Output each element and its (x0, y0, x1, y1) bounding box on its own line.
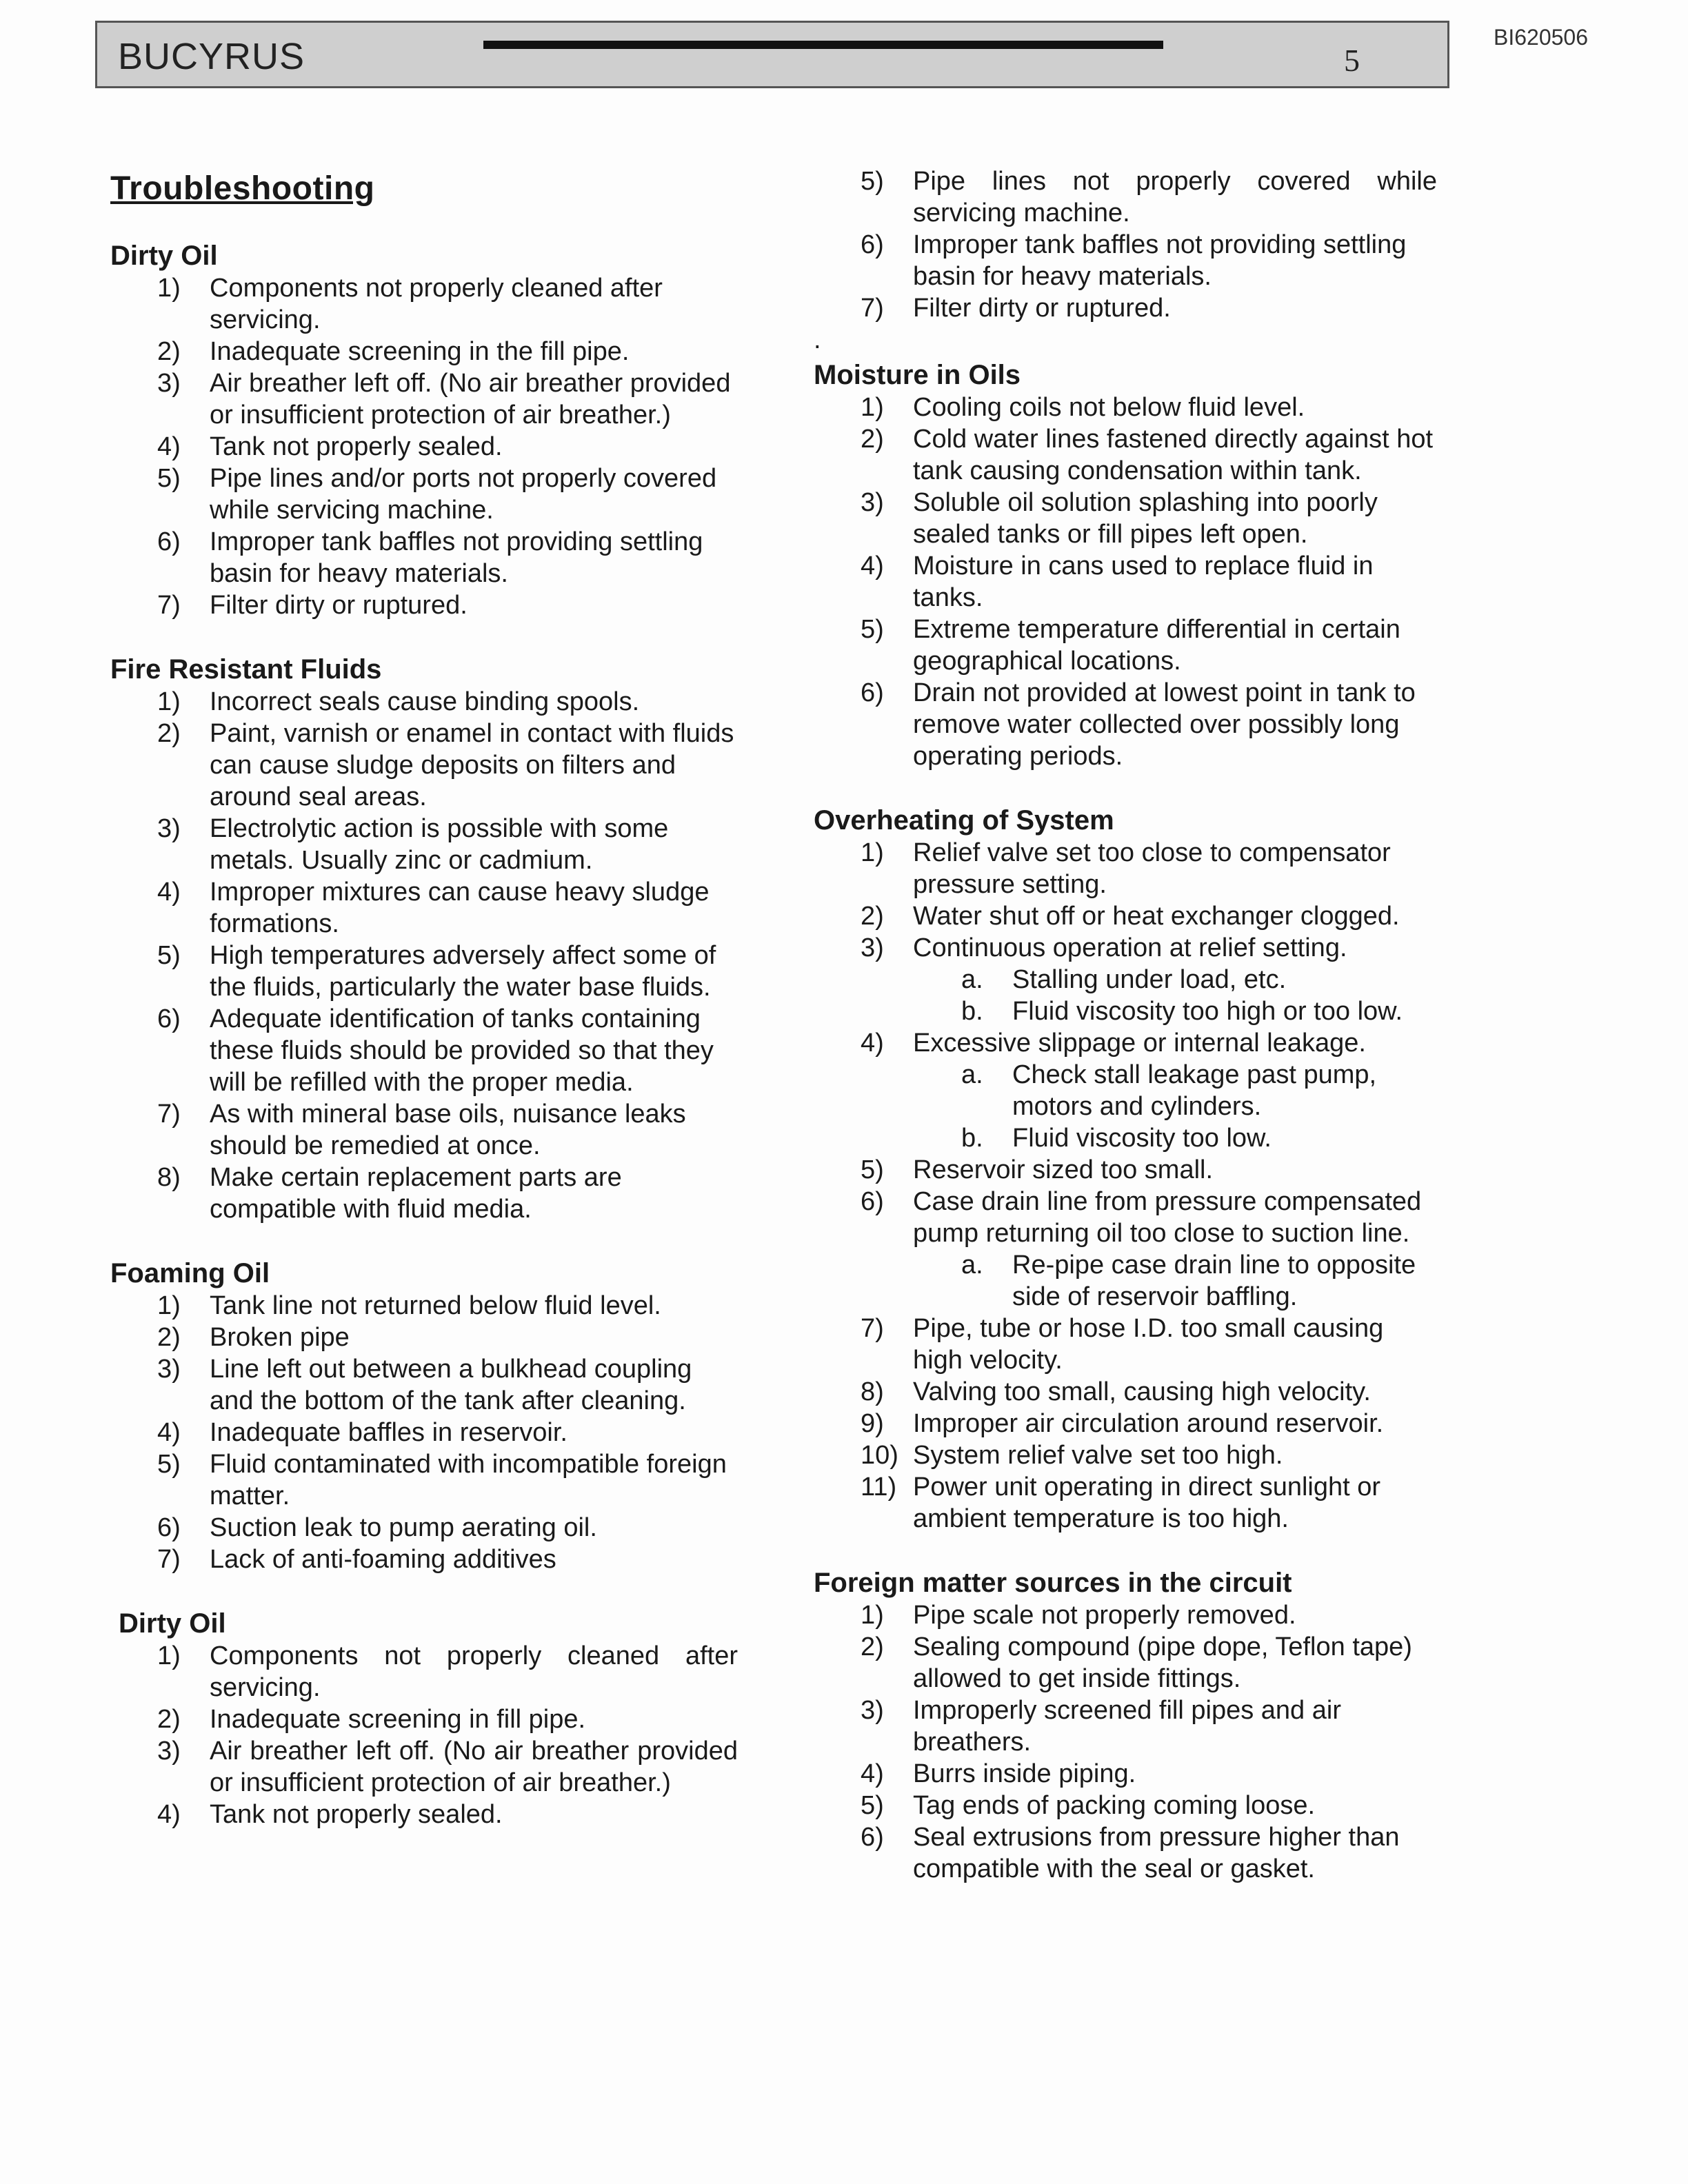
item-text: Pipe lines not properly covered while servicing machine. (913, 167, 1437, 228)
list-item (814, 1408, 1437, 1439)
page-number: 5 (1344, 43, 1360, 78)
list-item (110, 1448, 738, 1512)
item-number: 2) (157, 1323, 181, 1352)
list-item (814, 1439, 1437, 1471)
list-item (110, 463, 738, 526)
item-text: Inadequate screening in fill pipe. (210, 1705, 586, 1734)
item-text: Line left out between a bulkhead coupling and the bottom of the tank after cleaning. (210, 1355, 692, 1415)
header-rule (483, 41, 1163, 49)
list-item (110, 1640, 738, 1703)
brand-name: BUCYRUS (118, 36, 305, 77)
item-number: 3) (157, 1737, 181, 1766)
list-item (814, 392, 1437, 423)
item-number: 5) (157, 941, 181, 970)
document-code: BI620506 (1494, 25, 1589, 50)
item-number: 2) (157, 1705, 181, 1734)
list-item (814, 1599, 1437, 1631)
sub-list-item (814, 995, 1437, 1027)
item-text: Broken pipe (210, 1323, 350, 1352)
item-number: 7) (157, 1545, 181, 1574)
item-number: 4) (861, 1029, 884, 1058)
list-item (110, 1322, 738, 1353)
item-list (110, 1640, 738, 1830)
item-number: 3) (157, 1355, 181, 1384)
item-text: Cold water lines fastened directly against hot tank causing condensation within tank. (913, 425, 1434, 485)
list-item (110, 1098, 738, 1162)
item-number: 3) (861, 1696, 884, 1725)
item-number: 1) (157, 1641, 181, 1670)
item-number: 7) (861, 294, 884, 323)
item-number: 2) (157, 337, 181, 366)
item-number: 2) (861, 1632, 884, 1661)
list-item (814, 900, 1437, 932)
list-item (110, 367, 738, 431)
item-list (814, 392, 1437, 772)
item-number: 6) (157, 1004, 181, 1033)
list-item (110, 336, 738, 367)
list-item (110, 1544, 738, 1575)
item-text: Air breather left off. (No air breather provided or insufficient protection of air breather.) (210, 1737, 738, 1797)
item-number: 3) (157, 814, 181, 843)
section-dirty-oil (110, 239, 738, 621)
sub-list-item (814, 1122, 1437, 1154)
section-foreign-matter-sources (814, 1566, 1437, 1885)
item-text: Continuous operation at relief setting. (913, 933, 1347, 962)
item-text: Tank not properly sealed. (210, 432, 503, 461)
list-item (110, 1735, 738, 1799)
item-text: Tank not properly sealed. (210, 1800, 503, 1829)
item-text: Pipe lines and/or ports not properly covered while servicing machine. (210, 464, 717, 525)
item-text: Paint, varnish or enamel in contact with fluids can cause sludge deposits on filters and around seal areas. (210, 719, 734, 811)
item-text: Improper tank baffles not providing settling basin for heavy materials. (913, 230, 1407, 291)
list-item (814, 1821, 1437, 1885)
item-number: 1) (157, 274, 181, 303)
sub-item-text: Re-pipe case drain line to opposite side of reservoir baffling. (1012, 1251, 1416, 1311)
item-list (110, 1290, 738, 1575)
item-number: 1) (157, 1291, 181, 1320)
item-number: 7) (157, 591, 181, 620)
list-item (814, 1695, 1437, 1758)
item-text: Relief valve set too close to compensator pressure setting. (913, 838, 1391, 899)
item-text: Burrs inside piping. (913, 1759, 1136, 1788)
item-list (110, 272, 738, 621)
item-text: Improper air circulation around reservoir. (913, 1409, 1384, 1438)
page-title: Troubleshooting (110, 170, 375, 207)
item-number: 10) (861, 1441, 898, 1470)
item-number: 7) (861, 1314, 884, 1343)
item-list (110, 686, 738, 1225)
item-number: 3) (861, 488, 884, 517)
list-item (814, 550, 1437, 614)
item-text: Excessive slippage or internal leakage. (913, 1029, 1366, 1058)
item-text: Water shut off or heat exchanger clogged. (913, 902, 1400, 931)
list-item (814, 1186, 1437, 1249)
item-text: Case drain line from pressure compensated pump returning oil too close to suction line. (913, 1187, 1422, 1248)
stray-mark: . (814, 325, 821, 354)
item-text: Cooling coils not below fluid level. (913, 393, 1305, 422)
sub-item-text: Check stall leakage past pump, motors and cylinders. (1012, 1060, 1377, 1121)
list-item (814, 423, 1437, 487)
item-text: Extreme temperature differential in certain geographical locations. (913, 615, 1400, 676)
item-number: 6) (157, 527, 181, 556)
item-list (814, 1599, 1437, 1885)
item-number: 2) (861, 425, 884, 454)
sub-item-text: Fluid viscosity too high or too low. (1012, 997, 1403, 1026)
list-item (110, 1512, 738, 1544)
item-text: Valving too small, causing high velocity. (913, 1377, 1371, 1406)
sub-item-letter: b. (961, 1124, 983, 1153)
item-text: Sealing compound (pipe dope, Teflon tape) allowed to get inside fittings. (913, 1632, 1412, 1693)
item-number: 6) (861, 1187, 884, 1216)
left-column (110, 165, 738, 1862)
sub-item-letter: a. (961, 965, 983, 994)
section-title: Overheating of System (814, 805, 1114, 836)
item-number: 6) (861, 1823, 884, 1852)
item-text: High temperatures adversely affect some of the fluids, particularly the water base fluids. (210, 941, 716, 1002)
item-number: 9) (861, 1409, 884, 1438)
item-number: 2) (861, 902, 884, 931)
item-text: Power unit operating in direct sunlight or ambient temperature is too high. (913, 1473, 1381, 1533)
list-item (814, 1154, 1437, 1186)
section-fire-resistant-fluids (110, 653, 738, 1225)
item-text: Electrolytic action is possible with some metals. Usually zinc or cadmium. (210, 814, 669, 875)
list-item (110, 1703, 738, 1735)
item-text: Inadequate screening in the fill pipe. (210, 337, 630, 366)
list-item (814, 229, 1437, 292)
item-list (814, 837, 1437, 1535)
list-item (814, 1471, 1437, 1535)
section-moisture-in-oils (814, 358, 1437, 772)
item-number: 3) (861, 933, 884, 962)
item-text: Filter dirty or ruptured. (913, 294, 1171, 323)
item-text: Improper tank baffles not providing settling basin for heavy materials. (210, 527, 703, 588)
item-number: 5) (861, 1155, 884, 1184)
list-item (814, 837, 1437, 900)
list-item (814, 677, 1437, 772)
item-text: Filter dirty or ruptured. (210, 591, 468, 620)
item-text: Tag ends of packing coming loose. (913, 1791, 1316, 1820)
item-text: Make certain replacement parts are compatible with fluid media. (210, 1163, 622, 1224)
item-text: Tank line not returned below fluid level. (210, 1291, 661, 1320)
right-column (814, 165, 1437, 1917)
page-header (95, 21, 1449, 88)
item-number: 7) (157, 1100, 181, 1129)
list-item (814, 1790, 1437, 1821)
sub-item-text: Fluid viscosity too low. (1012, 1124, 1272, 1153)
item-text: Soluble oil solution splashing into poorly sealed tanks or fill pipes left open. (913, 488, 1378, 549)
item-number: 1) (157, 687, 181, 716)
list-item (814, 1758, 1437, 1790)
list-item (110, 718, 738, 813)
item-number: 11) (861, 1473, 897, 1502)
item-number: 1) (861, 838, 884, 867)
item-number: 4) (157, 1418, 181, 1447)
list-item (814, 1313, 1437, 1376)
item-number: 3) (157, 369, 181, 398)
item-text: Air breather left off. (No air breather provided or insufficient protection of air breather.) (210, 369, 731, 429)
item-number: 2) (157, 719, 181, 748)
item-text: Improper mixtures can cause heavy sludge formations. (210, 878, 710, 938)
list-item (110, 526, 738, 589)
item-text: Incorrect seals cause binding spools. (210, 687, 640, 716)
sub-item-text: Stalling under load, etc. (1012, 965, 1287, 994)
section-title: Foaming Oil (110, 1258, 270, 1288)
item-number: 6) (861, 230, 884, 259)
sub-list-item (814, 964, 1437, 995)
item-text: Reservoir sized too small. (913, 1155, 1214, 1184)
item-text: Moisture in cans used to replace fluid in tanks. (913, 552, 1374, 612)
item-text: Suction leak to pump aerating oil. (210, 1513, 597, 1542)
list-item (110, 1290, 738, 1322)
item-number: 4) (157, 878, 181, 907)
sub-list-item (814, 1059, 1437, 1122)
item-number: 5) (861, 1791, 884, 1820)
item-text: Adequate identification of tanks containing these fluids should be provided so that they will be refilled with the proper media. (210, 1004, 714, 1097)
item-text: Pipe, tube or hose I.D. too small causing high velocity. (913, 1314, 1384, 1375)
item-text: Fluid contaminated with incompatible foreign matter. (210, 1450, 727, 1510)
list-item (110, 589, 738, 621)
item-number: 5) (861, 167, 884, 196)
item-text: Drain not provided at lowest point in tank to remove water collected over possibly long operating periods. (913, 678, 1416, 771)
item-text: System relief valve set too high. (913, 1441, 1283, 1470)
list-item (110, 272, 738, 336)
list-item (814, 1631, 1437, 1695)
sub-item-letter: b. (961, 997, 983, 1026)
item-number: 4) (861, 552, 884, 580)
list-item (110, 876, 738, 940)
item-text: Lack of anti-foaming additives (210, 1545, 556, 1574)
list-item (110, 1003, 738, 1098)
list-item (110, 686, 738, 718)
list-item (110, 813, 738, 876)
item-number: 4) (157, 1800, 181, 1829)
item-text: Components not properly cleaned after servicing. (210, 1641, 738, 1702)
list-item (110, 1353, 738, 1417)
item-number: 4) (861, 1759, 884, 1788)
item-number: 5) (157, 1450, 181, 1479)
list-item (110, 1162, 738, 1225)
section-title: Dirty Oil (119, 1608, 226, 1639)
section-dirty-oil-repeat (110, 1607, 738, 1830)
sub-item-letter: a. (961, 1060, 983, 1089)
item-number: 6) (157, 1513, 181, 1542)
item-number: 1) (861, 1601, 884, 1630)
item-text: Pipe scale not properly removed. (913, 1601, 1296, 1630)
list-item (110, 1417, 738, 1448)
item-number: 5) (861, 615, 884, 644)
item-number: 4) (157, 432, 181, 461)
item-number: 8) (157, 1163, 181, 1192)
list-item (814, 165, 1437, 229)
list-item (814, 932, 1437, 964)
item-text: Components not properly cleaned after servicing. (210, 274, 663, 334)
item-number: 8) (861, 1377, 884, 1406)
item-number: 1) (861, 393, 884, 422)
sub-list-item (814, 1249, 1437, 1313)
sub-item-letter: a. (961, 1251, 983, 1280)
list-item (814, 487, 1437, 550)
item-text: Inadequate baffles in reservoir. (210, 1418, 567, 1447)
section-overheating-of-system (814, 804, 1437, 1535)
item-text: Seal extrusions from pressure higher than compatible with the seal or gasket. (913, 1823, 1400, 1883)
section-title: Fire Resistant Fluids (110, 654, 382, 685)
list-item (814, 1376, 1437, 1408)
list-item (814, 1027, 1437, 1059)
item-text: As with mineral base oils, nuisance leaks should be remedied at once. (210, 1100, 686, 1160)
item-number: 5) (157, 464, 181, 493)
continued-item-list (814, 165, 1437, 324)
section-foaming-oil (110, 1257, 738, 1575)
list-item (814, 614, 1437, 677)
item-text: Improperly screened fill pipes and air breathers. (913, 1696, 1341, 1757)
list-item (110, 1799, 738, 1830)
section-title: Moisture in Oils (814, 360, 1021, 390)
list-item (814, 292, 1437, 324)
section-title: Dirty Oil (110, 241, 218, 271)
list-item (110, 431, 738, 463)
item-number: 6) (861, 678, 884, 707)
section-title: Foreign matter sources in the circuit (814, 1568, 1292, 1598)
list-item (110, 940, 738, 1003)
